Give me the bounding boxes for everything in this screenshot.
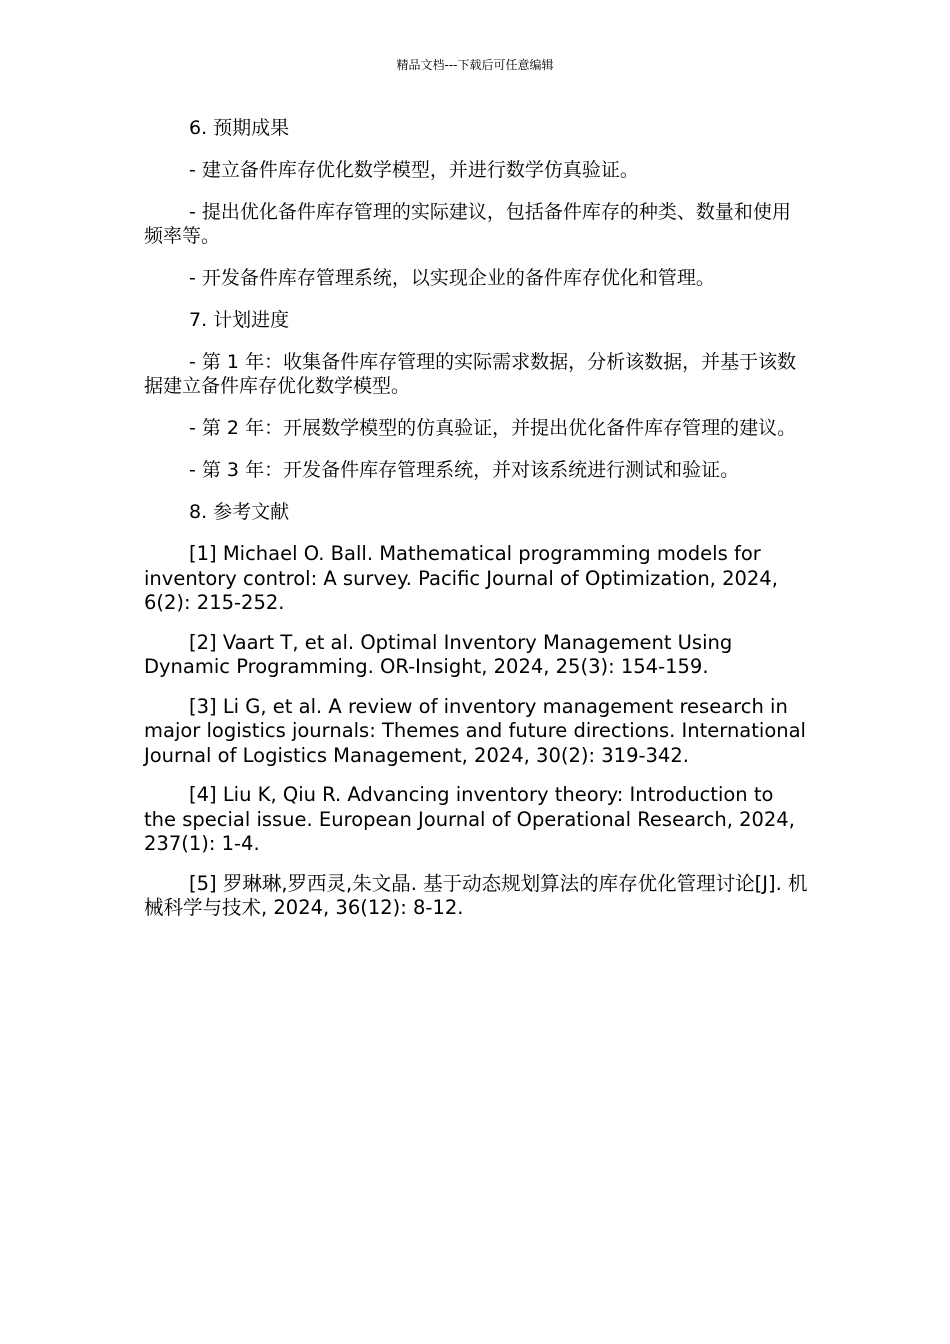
section-heading-expected-results: 6. 预期成果 [189,117,290,139]
result-item-system: - 开发备件库存管理系统，以实现企业的备件库存优化和管理。 [189,267,715,289]
schedule-item-year-2: - 第 2 年：开展数学模型的仿真验证，并提出优化备件库存管理的建议。 [189,417,797,439]
section-heading-schedule: 7. 计划进度 [189,309,290,331]
reference-item-4: [4] Liu K, Qiu R. Advancing inventory theory: Introduction to the special issue. European Journal of Operational Research, 2024, 237(1): 1-4. [144,783,795,855]
result-item-suggestions: - 提出优化备件库存管理的实际建议，包括备件库存的种类、数量和使用频率等。 [144,201,791,247]
reference-item-5: [5] 罗琳琳,罗西灵,朱文晶. 基于动态规划算法的库存优化管理讨论[J]. 机械科学与技术, 2024, 36(12): 8-12. [144,871,808,919]
document-body [144,116,808,936]
reference-item-2: [2] Vaart T, et al. Optimal Inventory Management Using Dynamic Programming. OR-Insight, 2024, 25(3): 154-159. [144,630,733,678]
section-heading-references: 8. 参考文献 [189,501,290,523]
schedule-item-year-3: - 第 3 年：开发备件库存管理系统，并对该系统进行测试和验证。 [189,459,740,481]
schedule-item-year-1: - 第 1 年：收集备件库存管理的实际需求数据，分析该数据，并基于该数据建立备件库存优化数学模型。 [144,351,797,397]
result-item-model: - 建立备件库存优化数学模型，并进行数学仿真验证。 [189,159,639,181]
page-header: 精品文档---下载后可任意编辑 [396,58,554,72]
reference-item-1: [1] Michael O. Ball. Mathematical programming models for inventory control: A survey. Pacific Journal of Optimization, 2024, 6(2): 215-252. [144,542,778,614]
reference-item-3: [3] Li G, et al. A review of inventory management research in major logistics journals: Themes and future directions. International Journal of Logistics Management, 2024, 30(2): 319-342. [144,694,806,767]
